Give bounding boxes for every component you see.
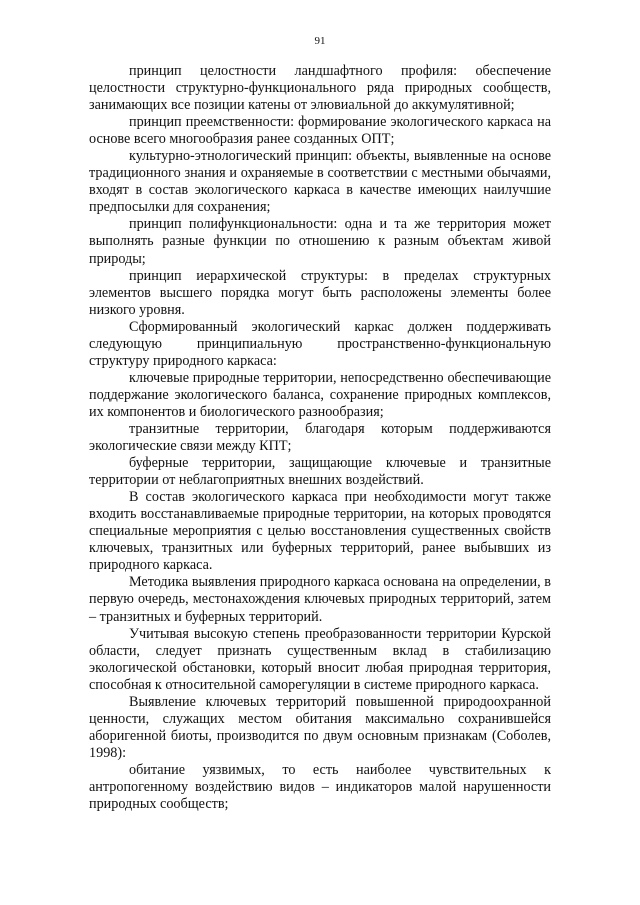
paragraph-kursk-region: Учитывая высокую степень преобразованности территории Курской области, следует признать существенным вклад в стабилизацию экологической обстановки, который вносит любая природная территория, способная к относительной саморегуляции в системе природного каркаса. xyxy=(89,625,551,693)
paragraph-multifunctionality-principle: принцип полифункциональности: одна и та же территория может выполнять разные функции по отношению к разным объектам живой природы; xyxy=(89,216,551,267)
paragraph-transit-territories: транзитные территории, благодаря которым поддерживаются экологические связи между КПТ; xyxy=(89,420,551,455)
paragraph-method: Методика выявления природного каркаса основана на определении, в первую очередь, местонахождения ключевых природных территорий, затем – транзитных и буферных территорий. xyxy=(89,574,551,625)
body-text xyxy=(89,63,551,813)
paragraph-landscape-profile-principle: принцип целостности ландшафтного профиля: обеспечение целостности структурно-функционального ряда природных сообществ, занимающих все позиции катены от элювиальной до аккумулятивной; xyxy=(89,63,551,114)
paragraph-framework-structure: Сформированный экологический каркас должен поддерживать следующую принципиальную пространственно-функциональную структуру природного каркаса: xyxy=(89,318,551,369)
paragraph-key-territory-identification: Выявление ключевых территорий повышенной природоохранной ценности, служащих местом обитания максимально сохранившейся аборигенной биоты, производится по двум основным признакам (Соболев, 1998): xyxy=(89,693,551,761)
paragraph-cultural-ethnological-principle: культурно-этнологический принцип: объекты, выявленные на основе традиционного знания и охраняемые в соответствии с местными обычаями, входят в состав экологического каркаса в качестве имеющих наилучшие предпосылки для сохранения; xyxy=(89,148,551,216)
paragraph-restored-territories: В состав экологического каркаса при необходимости могут также входить восстанавливаемые природные территории, на которых проводятся специальные мероприятия с целью восстановления существенных свойств ключевых, транзитных или буферных территорий, ранее выбывших из природного каркаса. xyxy=(89,489,551,574)
paragraph-buffer-territories: буферные территории, защищающие ключевые и транзитные территории от неблагоприятных внешних воздействий. xyxy=(89,455,551,489)
paragraph-continuity-principle: принцип преемственности: формирование экологического каркаса на основе всего многообразия ранее созданных ОПТ; xyxy=(89,114,551,148)
page-number: 91 xyxy=(314,35,326,47)
paragraph-vulnerable-species: обитание уязвимых, то есть наиболее чувствительных к антропогенному воздействию видов – индикаторов малой нарушенности природных сообществ; xyxy=(89,761,551,813)
paragraph-hierarchy-principle: принцип иерархической структуры: в пределах структурных элементов высшего порядка могут быть расположены элементы более низкого уровня. xyxy=(89,267,551,318)
paragraph-key-territories: ключевые природные территории, непосредственно обеспечивающие поддержание экологического баланса, сохранение природных комплексов, их компонентов и биологического разнообразия; xyxy=(89,369,551,420)
